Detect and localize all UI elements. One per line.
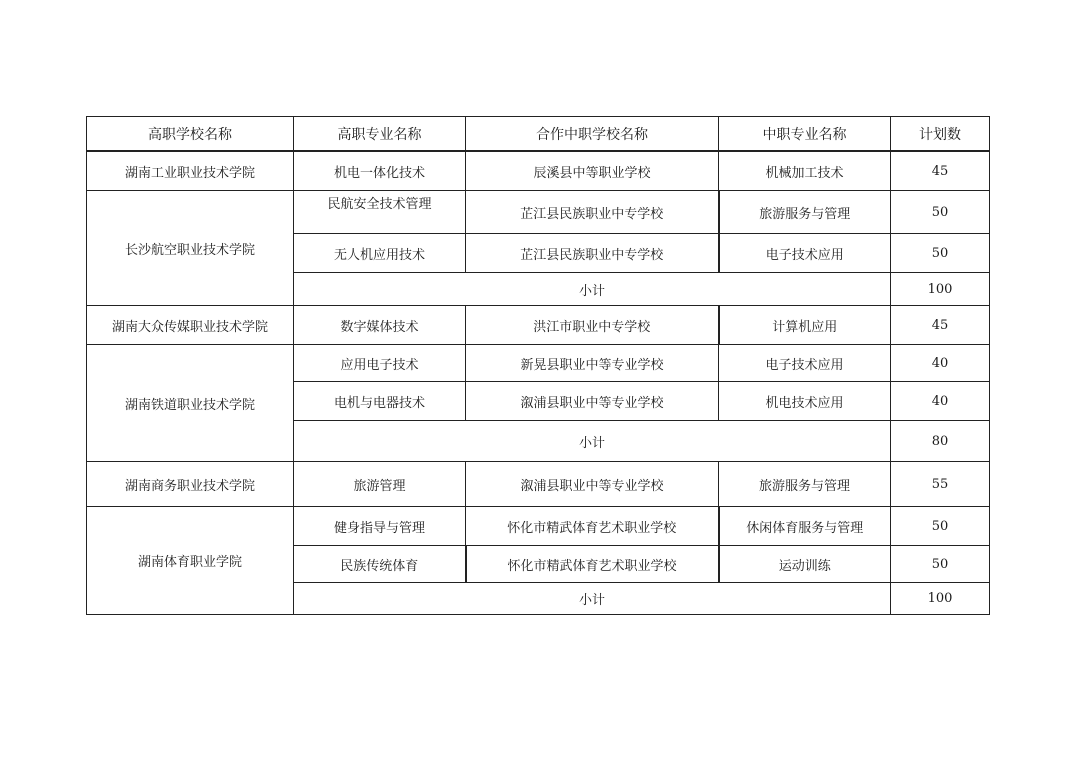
plan-count: 40 xyxy=(891,382,990,421)
table-row xyxy=(87,151,990,191)
header-school: 高职学校名称 xyxy=(87,117,294,152)
table-row xyxy=(87,306,990,345)
partner-school: 洪江市职业中专学校 xyxy=(466,306,719,345)
subtotal-plan-count: 100 xyxy=(891,583,990,615)
plan-count: 40 xyxy=(891,345,990,382)
header-secondary-major: 中职专业名称 xyxy=(719,117,891,152)
major-name: 数字媒体技术 xyxy=(294,306,466,345)
header-partner-school: 合作中职学校名称 xyxy=(466,117,719,152)
secondary-major: 旅游服务与管理 xyxy=(719,462,891,507)
secondary-major: 机电技术应用 xyxy=(719,382,891,421)
secondary-major: 运动训练 xyxy=(719,546,891,583)
major-name: 旅游管理 xyxy=(294,462,466,507)
school-name: 湖南商务职业技术学院 xyxy=(87,462,294,507)
enrollment-plan-table xyxy=(86,116,990,615)
secondary-major: 旅游服务与管理 xyxy=(719,191,891,234)
table-row xyxy=(87,507,990,546)
plan-count: 50 xyxy=(891,546,990,583)
partner-school: 溆浦县职业中等专业学校 xyxy=(466,382,719,421)
secondary-major: 机械加工技术 xyxy=(719,151,891,191)
secondary-major: 计算机应用 xyxy=(719,306,891,345)
plan-count: 45 xyxy=(891,151,990,191)
plan-count: 55 xyxy=(891,462,990,507)
major-name: 应用电子技术 xyxy=(294,345,466,382)
major-name: 民族传统体育 xyxy=(294,546,466,583)
table-row xyxy=(87,345,990,382)
school-name: 湖南大众传媒职业技术学院 xyxy=(87,306,294,345)
table-row xyxy=(87,191,990,234)
school-name: 湖南体育职业学院 xyxy=(87,507,294,615)
plan-count: 50 xyxy=(891,191,990,234)
partner-school: 新晃县职业中等专业学校 xyxy=(466,345,719,382)
subtotal-label: 小计 xyxy=(294,273,891,306)
table-header-row xyxy=(87,117,990,152)
major-name: 无人机应用技术 xyxy=(294,234,466,273)
partner-school: 怀化市精武体育艺术职业学校 xyxy=(466,507,719,546)
major-name: 民航安全技术管理 xyxy=(294,191,466,234)
secondary-major: 电子技术应用 xyxy=(719,234,891,273)
school-name: 湖南工业职业技术学院 xyxy=(87,151,294,191)
plan-count: 45 xyxy=(891,306,990,345)
header-major: 高职专业名称 xyxy=(294,117,466,152)
major-name: 健身指导与管理 xyxy=(294,507,466,546)
plan-count: 50 xyxy=(891,507,990,546)
partner-school: 芷江县民族职业中专学校 xyxy=(466,234,719,273)
partner-school: 溆浦县职业中等专业学校 xyxy=(466,462,719,507)
secondary-major: 休闲体育服务与管理 xyxy=(719,507,891,546)
plan-count: 50 xyxy=(891,234,990,273)
subtotal-label: 小计 xyxy=(294,583,891,615)
school-name: 湖南铁道职业技术学院 xyxy=(87,345,294,462)
partner-school: 芷江县民族职业中专学校 xyxy=(466,191,719,234)
header-plan-count: 计划数 xyxy=(891,117,990,152)
subtotal-plan-count: 100 xyxy=(891,273,990,306)
major-name: 机电一体化技术 xyxy=(294,151,466,191)
major-name: 电机与电器技术 xyxy=(294,382,466,421)
table-row xyxy=(87,462,990,507)
partner-school: 怀化市精武体育艺术职业学校 xyxy=(466,546,719,583)
school-name: 长沙航空职业技术学院 xyxy=(87,191,294,306)
partner-school: 辰溪县中等职业学校 xyxy=(466,151,719,191)
secondary-major: 电子技术应用 xyxy=(719,345,891,382)
subtotal-plan-count: 80 xyxy=(891,421,990,462)
subtotal-label: 小计 xyxy=(294,421,891,462)
